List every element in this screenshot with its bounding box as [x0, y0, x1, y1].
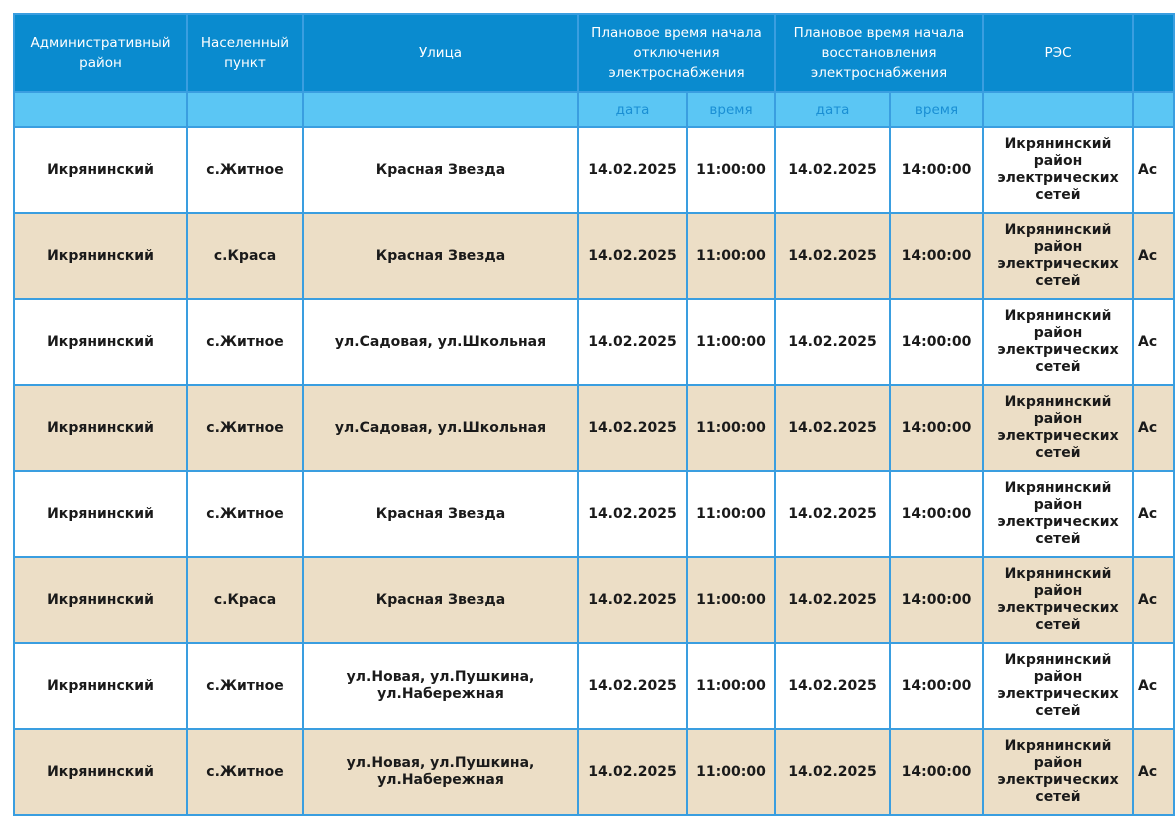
header-extra [1133, 14, 1174, 92]
cell-extra: Ас [1133, 385, 1174, 471]
cell-extra: Ас [1133, 127, 1174, 213]
cell-on-date: 14.02.2025 [775, 213, 890, 299]
cell-off-time: 11:00:00 [687, 213, 775, 299]
cell-res: Икрянинский район электрических сетей [983, 127, 1133, 213]
cell-street: ул.Новая, ул.Пушкина, ул.Набережная [303, 643, 578, 729]
cell-off-time: 11:00:00 [687, 471, 775, 557]
cell-off-date: 14.02.2025 [578, 127, 687, 213]
outage-table-container [13, 13, 1173, 816]
cell-res: Икрянинский район электрических сетей [983, 299, 1133, 385]
table-row[interactable] [14, 471, 1174, 557]
header-res[interactable]: РЭС [983, 14, 1133, 92]
cell-extra: Ас [1133, 213, 1174, 299]
cell-res: Икрянинский район электрических сетей [983, 729, 1133, 815]
cell-off-date: 14.02.2025 [578, 471, 687, 557]
table-subheader-row [14, 92, 1174, 127]
cell-street: ул.Садовая, ул.Школьная [303, 385, 578, 471]
header-district[interactable]: Административный район [14, 14, 187, 92]
cell-on-time: 14:00:00 [890, 729, 983, 815]
header-planned-off[interactable]: Плановое время начала отключения электроснабжения [578, 14, 775, 92]
outage-schedule-table [13, 13, 1175, 816]
cell-on-date: 14.02.2025 [775, 729, 890, 815]
cell-on-date: 14.02.2025 [775, 471, 890, 557]
table-row[interactable] [14, 299, 1174, 385]
cell-on-time: 14:00:00 [890, 385, 983, 471]
cell-settlement: с.Житное [187, 299, 303, 385]
header-planned-restore[interactable]: Плановое время начала восстановления электроснабжения [775, 14, 983, 92]
cell-on-date: 14.02.2025 [775, 127, 890, 213]
cell-res: Икрянинский район электрических сетей [983, 385, 1133, 471]
cell-on-date: 14.02.2025 [775, 643, 890, 729]
subheader-off-date: дата [578, 92, 687, 127]
subheader-on-time: время [890, 92, 983, 127]
cell-district: Икрянинский [14, 557, 187, 643]
cell-off-time: 11:00:00 [687, 729, 775, 815]
cell-district: Икрянинский [14, 127, 187, 213]
cell-district: Икрянинский [14, 213, 187, 299]
cell-settlement: с.Краса [187, 557, 303, 643]
cell-settlement: с.Краса [187, 213, 303, 299]
table-row[interactable] [14, 643, 1174, 729]
cell-off-time: 11:00:00 [687, 299, 775, 385]
table-row[interactable] [14, 557, 1174, 643]
subheader-off-time: время [687, 92, 775, 127]
cell-settlement: с.Житное [187, 471, 303, 557]
cell-off-time: 11:00:00 [687, 557, 775, 643]
cell-on-time: 14:00:00 [890, 127, 983, 213]
cell-on-time: 14:00:00 [890, 471, 983, 557]
table-body [14, 127, 1174, 815]
cell-off-time: 11:00:00 [687, 127, 775, 213]
cell-district: Икрянинский [14, 729, 187, 815]
cell-settlement: с.Житное [187, 127, 303, 213]
subheader-on-date: дата [775, 92, 890, 127]
header-settlement[interactable]: Населенный пункт [187, 14, 303, 92]
cell-extra: Ас [1133, 729, 1174, 815]
table-row[interactable] [14, 729, 1174, 815]
cell-street: Красная Звезда [303, 213, 578, 299]
cell-on-date: 14.02.2025 [775, 299, 890, 385]
cell-on-time: 14:00:00 [890, 557, 983, 643]
table-row[interactable] [14, 127, 1174, 213]
subheader-empty [983, 92, 1133, 127]
cell-extra: Ас [1133, 643, 1174, 729]
cell-settlement: с.Житное [187, 385, 303, 471]
cell-settlement: с.Житное [187, 729, 303, 815]
subheader-empty [187, 92, 303, 127]
cell-district: Икрянинский [14, 385, 187, 471]
cell-street: ул.Садовая, ул.Школьная [303, 299, 578, 385]
cell-off-date: 14.02.2025 [578, 385, 687, 471]
table-row[interactable] [14, 385, 1174, 471]
subheader-empty [303, 92, 578, 127]
cell-district: Икрянинский [14, 643, 187, 729]
cell-on-date: 14.02.2025 [775, 557, 890, 643]
cell-off-date: 14.02.2025 [578, 729, 687, 815]
header-street[interactable]: Улица [303, 14, 578, 92]
cell-street: Красная Звезда [303, 557, 578, 643]
cell-district: Икрянинский [14, 299, 187, 385]
cell-res: Икрянинский район электрических сетей [983, 557, 1133, 643]
cell-street: ул.Новая, ул.Пушкина, ул.Набережная [303, 729, 578, 815]
cell-off-date: 14.02.2025 [578, 213, 687, 299]
cell-off-date: 14.02.2025 [578, 643, 687, 729]
cell-extra: Ас [1133, 471, 1174, 557]
cell-district: Икрянинский [14, 471, 187, 557]
cell-on-time: 14:00:00 [890, 643, 983, 729]
cell-off-time: 11:00:00 [687, 643, 775, 729]
table-row[interactable] [14, 213, 1174, 299]
cell-off-time: 11:00:00 [687, 385, 775, 471]
cell-settlement: с.Житное [187, 643, 303, 729]
cell-res: Икрянинский район электрических сетей [983, 471, 1133, 557]
cell-extra: Ас [1133, 557, 1174, 643]
cell-street: Красная Звезда [303, 127, 578, 213]
subheader-empty [1133, 92, 1174, 127]
cell-res: Икрянинский район электрических сетей [983, 213, 1133, 299]
cell-extra: Ас [1133, 299, 1174, 385]
cell-off-date: 14.02.2025 [578, 557, 687, 643]
subheader-empty [14, 92, 187, 127]
cell-off-date: 14.02.2025 [578, 299, 687, 385]
cell-on-date: 14.02.2025 [775, 385, 890, 471]
table-header-row [14, 14, 1174, 92]
cell-res: Икрянинский район электрических сетей [983, 643, 1133, 729]
cell-on-time: 14:00:00 [890, 213, 983, 299]
cell-on-time: 14:00:00 [890, 299, 983, 385]
cell-street: Красная Звезда [303, 471, 578, 557]
